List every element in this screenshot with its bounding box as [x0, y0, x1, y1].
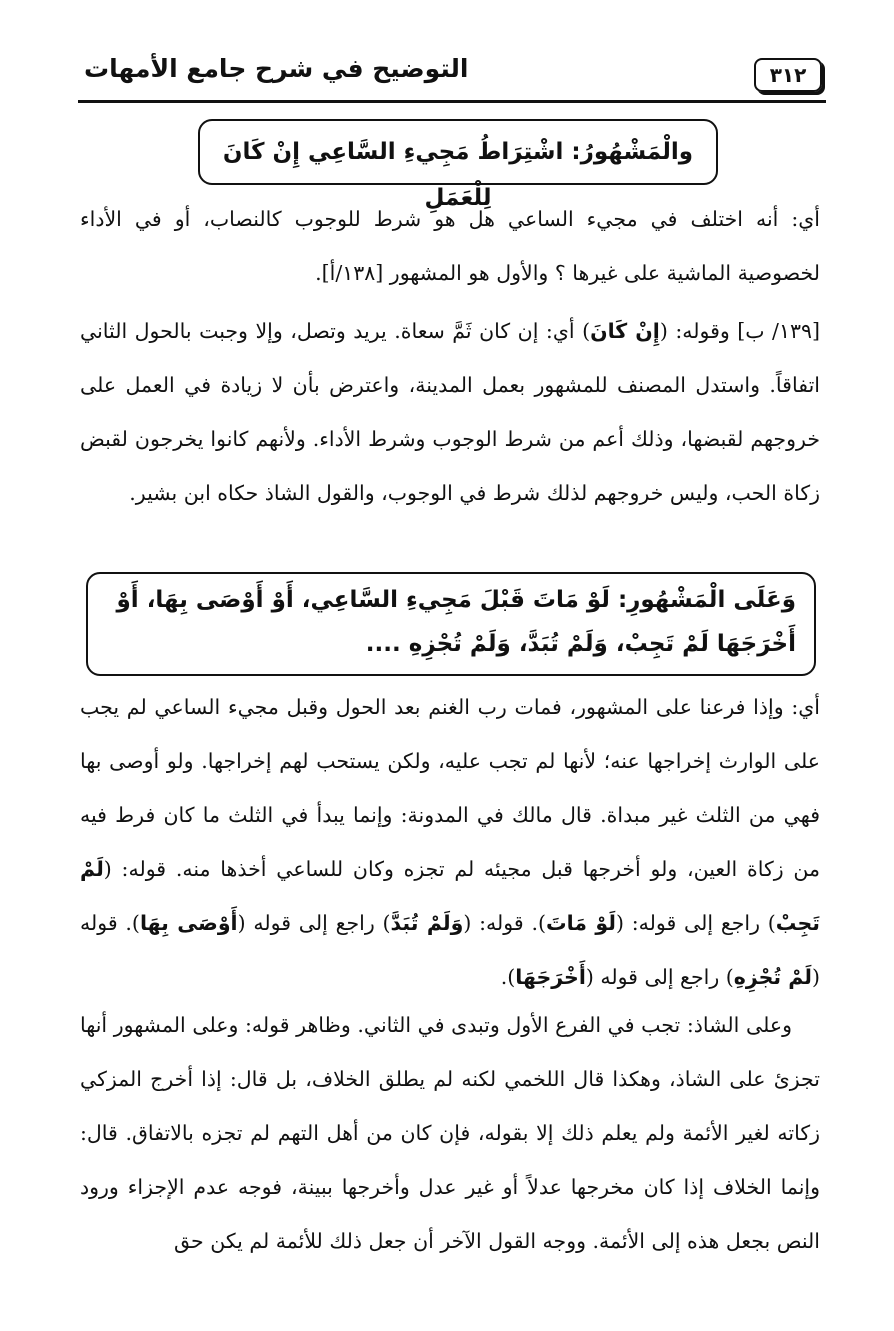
quoted-matn-lam-tujzih: لَمْ تُجْزِهِ — [733, 965, 812, 989]
p3-text-3: ). قوله: ( — [463, 911, 546, 935]
matn-box-2: وَعَلَى الْمَشْهُورِ: لَوْ مَاتَ قَبْلَ مَجِيءِ السَّاعِي، أَوْ أَوْصَى بِهَا، أَوْ أَخْرَجَهَا لَمْ تَجِبْ، وَلَمْ تُبَدَّ، وَلَمْ تُجْزِهِ .... — [86, 572, 816, 676]
commentary-paragraph-3 — [80, 680, 820, 1004]
page-header — [78, 52, 826, 98]
quoted-matn-lam-tubadda: وَلَمْ تُبَدَّ — [390, 911, 464, 935]
commentary-paragraph-2 — [80, 304, 820, 520]
running-title: التوضيح في شرح جامع الأمهات — [84, 54, 469, 83]
page-number: ٣١٢ — [754, 58, 822, 92]
p3-text-5: ). قوله ( — [80, 911, 820, 989]
p3-text-4: ) راجع إلى قوله ( — [237, 911, 391, 935]
header-rule — [78, 100, 826, 103]
quoted-matn-in-kana: إِنْ كَانَ — [590, 319, 660, 343]
p2-start: [١٣٩/ ب] وقوله: ( — [659, 319, 821, 343]
p2-rest: ) أي: إن كان ثَمَّ سعاة. يريد وتصل، وإلا وجبت بالحول الثاني اتفاقاً. واستدل المصنف للمشهور بعمل المدينة، واعترض بأن لا زيادة في العمل على خروجهم لقبضها، وذلك أعم من شرط الوجوب وشرط الأداء. ولأنهم كانوا يخرجون لقبض زكاة الحب، وليس خروجهم لذلك شرط في الوجوب، والقول الشاذ حكاه ابن بشير. — [80, 319, 820, 505]
matn-box-1: والْمَشْهُورُ: اشْتِرَاطُ مَجِيءِ السَّاعِي إِنْ كَانَ لِلْعَمَلِ — [198, 119, 718, 185]
p3-text-7: ). — [500, 965, 516, 989]
quoted-matn-lam-tajib: لَمْ تَجِبْ — [80, 857, 820, 935]
commentary-paragraph-1: أي: أنه اختلف في مجيء الساعي هل هو شرط للوجوب كالنصاب، أو في الأداء لخصوصية الماشية على غيرها ؟ والأول هو المشهور [١٣٨/أ]. — [80, 207, 820, 285]
quoted-matn-law-mata: لَوْ مَاتَ — [545, 911, 616, 935]
p3-text-2: ) راجع إلى قوله: ( — [615, 911, 776, 935]
commentary-paragraph-4: وعلى الشاذ: تجب في الفرع الأول وتبدى في الثاني. وظاهر قوله: وعلى المشهور أنها تجزئ على الشاذ، وهكذا قال اللخمي لكنه لم يطلق الخلاف، بل قال: إذا أخرج المزكي زكاته لغير الأئمة ولم يعلم ذلك إلا بقوله، فإن كان من أهل التهم لم تجزه بالاتفاق. قال: وإنما الخلاف إذا كان مخرجها عدلاً أو غير عدل وأخرجها ببينة، فوجه عدم الإجزاء ورود النص بجعل هذه إلى الأئمة. ووجه القول الآخر أن جعل ذلك للأئمة لم يكن حق — [80, 1013, 820, 1253]
p3-text-6: ) راجع إلى قوله ( — [585, 965, 734, 989]
p3-text-1: أي: وإذا فرعنا على المشهور، فمات رب الغنم بعد الحول وقبل مجيء الساعي لم يجب على الوارث إخراجها عنه؛ لأنها لم تجب عليه، ولكن يستحب لهم إخراجها. ولو أوصى بها فهي من الثلث غير مبداة. قال مالك في المدونة: وإنما يبدأ في الثلث ما كان فرط فيه من زكاة العين، ولو أخرجها قبل مجيئه لم تجزه وكان للساعي أخذها منه. قوله: ( — [80, 695, 820, 881]
quoted-matn-awsa-biha: أَوْصَى بِهَا — [139, 911, 238, 935]
quoted-matn-akhrajaha: أَخْرَجَهَا — [515, 965, 586, 989]
